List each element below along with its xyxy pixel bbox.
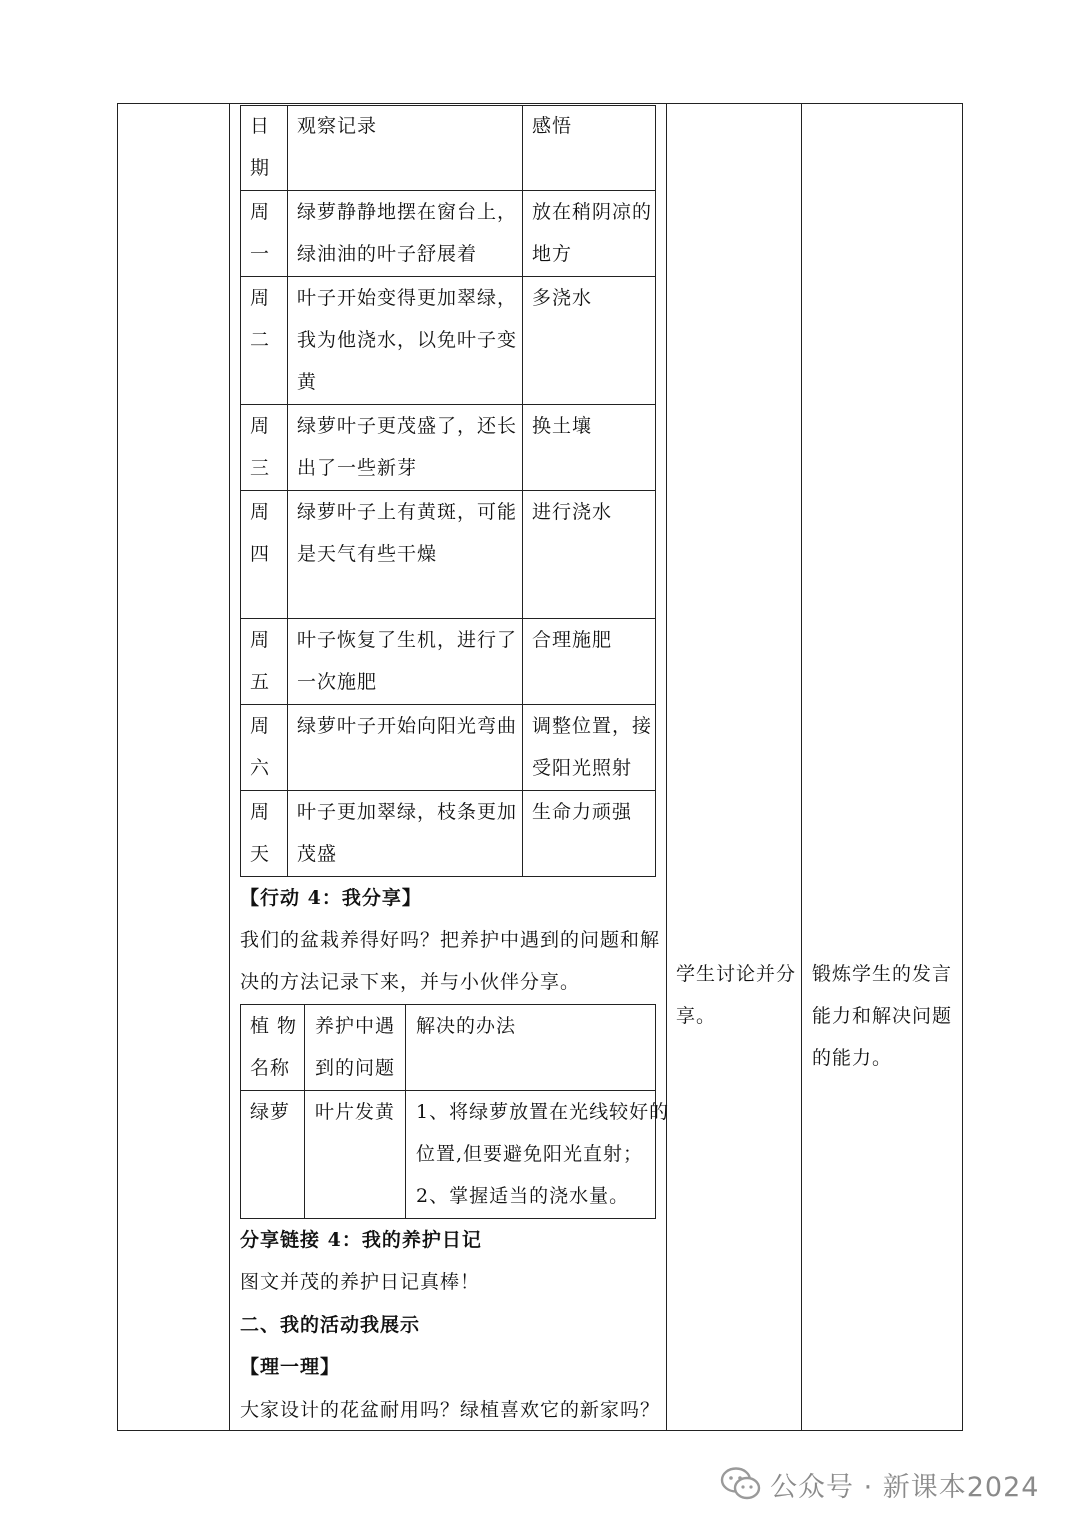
diary-record: 绿萝叶子开始向阳光弯曲 xyxy=(297,715,518,737)
diary-day: 周 一 xyxy=(250,201,271,265)
section2-text: 大家设计的花盆耐用吗？绿植喜欢它的新家吗？ xyxy=(240,1399,661,1421)
section2-sub: 【理一理】 xyxy=(240,1356,341,1378)
diary-record: 绿萝叶子上有黄斑，可能 是天气有些干燥 xyxy=(297,501,518,565)
diary-insight: 生命力顽强 xyxy=(532,801,633,823)
diary-header-date: 日 期 xyxy=(250,115,271,179)
action4-text: 我们的盆栽养得好吗？把养护中遇到的问题和解 决的方法记录下来，并与小伙伴分享。 xyxy=(240,929,661,993)
diary-insight: 换土壤 xyxy=(532,415,593,437)
diary-insight: 进行浇水 xyxy=(532,501,613,523)
watermark-text: 公众号 · 新课本2024 xyxy=(770,1471,1040,1503)
student-activity: 学生讨论并分 享。 xyxy=(676,963,797,1027)
diary-day: 周 四 xyxy=(250,501,271,565)
diary-day: 周 天 xyxy=(250,801,271,865)
problem-issue: 叶片发黄 xyxy=(315,1101,396,1123)
diary-header-record: 观察记录 xyxy=(297,115,378,137)
diary-insight: 多浇水 xyxy=(532,287,593,309)
section2-title: 二、我的活动我展示 xyxy=(240,1314,421,1336)
diary-insight: 合理施肥 xyxy=(532,629,613,651)
problem-header-plant: 植 物 名称 xyxy=(250,1015,298,1079)
action4-title: 【行动 4：我分享】 xyxy=(240,887,422,909)
diary-insight: 放在稍阴凉的 地方 xyxy=(532,201,653,265)
diary-record: 叶子开始变得更加翠绿， 我为他浇水，以免叶子变 黄 xyxy=(297,287,518,393)
diary-day: 周 六 xyxy=(250,715,271,779)
problem-solution: 1、将绿萝放置在光线较好的 位置,但要避免阳光直射； 2、掌握适当的浇水量。 xyxy=(416,1101,670,1207)
diary-insight: 调整位置，接 受阳光照射 xyxy=(532,715,653,779)
problem-header-problem: 养护中遇 到的问题 xyxy=(315,1015,396,1079)
design-purpose: 锻炼学生的发言 能力和解决问题 的能力。 xyxy=(812,963,953,1069)
diary-record: 叶子恢复了生机，进行了 一次施肥 xyxy=(297,629,518,693)
problem-header-solution: 解决的办法 xyxy=(416,1015,517,1037)
diary-day: 周 三 xyxy=(250,415,271,479)
problem-plant: 绿萝 xyxy=(250,1101,291,1123)
diary-day: 周 五 xyxy=(250,629,271,693)
watermark xyxy=(720,1462,1039,1506)
diary-record: 叶子更加翠绿，枝条更加 茂盛 xyxy=(297,801,518,865)
diary-day: 周 二 xyxy=(250,287,271,351)
wechat-icon xyxy=(720,1466,762,1502)
share-link-title: 分享链接 4：我的养护日记 xyxy=(240,1229,482,1251)
share-link-text: 图文并茂的养护日记真棒！ xyxy=(240,1271,481,1293)
diary-record: 绿萝静静地摆在窗台上， 绿油油的叶子舒展着 xyxy=(297,201,518,265)
diary-header-insight: 感悟 xyxy=(532,115,573,137)
diary-record: 绿萝叶子更茂盛了，还长 出了一些新芽 xyxy=(297,415,518,479)
